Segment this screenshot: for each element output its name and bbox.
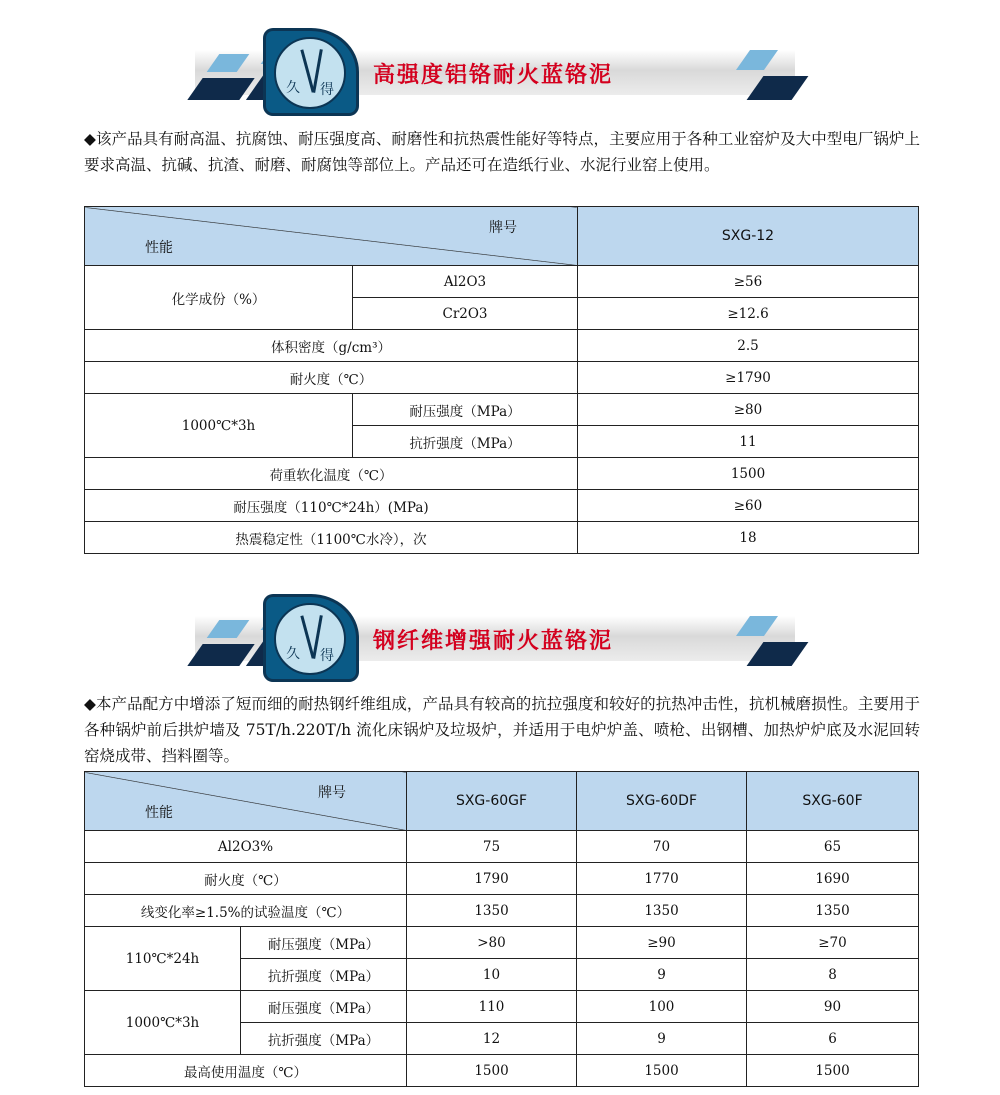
row-sublabel: 抗折强度（MPa） (353, 426, 578, 458)
header-property: 性能 (145, 805, 173, 821)
header-model: SXG-60F (747, 772, 919, 831)
row-value: 1790 (407, 863, 577, 895)
row-value: 1500 (577, 1055, 747, 1087)
section1-banner (195, 28, 805, 118)
row-sublabel: 耐压强度（MPa） (241, 927, 407, 959)
section2-banner (195, 594, 805, 684)
company-logo (263, 28, 359, 116)
row-label: 耐火度（℃） (85, 362, 578, 394)
logo-ring (274, 37, 346, 109)
table-row (85, 1055, 919, 1087)
header-diagonal-cell (85, 772, 407, 831)
row-label: 1000℃*3h (85, 991, 241, 1055)
row-value: 1500 (747, 1055, 919, 1087)
section1-intro: ◆该产品具有耐高温、抗腐蚀、耐压强度高、耐磨性和抗热震性能好等特点，主要应用于各种工业窑炉及大中型电厂锅炉上要求高温、抗碱、抗渣、耐磨、耐腐蚀等部位上。产品还可在造纸行业、水泥行业窑上使用。 (84, 130, 920, 174)
row-value: 65 (747, 831, 919, 863)
row-value: ≥60 (578, 490, 919, 522)
row-value: ≥70 (747, 927, 919, 959)
row-value: 1350 (407, 895, 577, 927)
row-value: 110 (407, 991, 577, 1023)
row-label: 耐火度（℃） (85, 863, 407, 895)
row-label: Al2O3% (85, 831, 407, 863)
section2-title: 钢纤维增强耐火蓝铬泥 (373, 629, 614, 654)
table-row (85, 927, 919, 959)
header-model: SXG-60DF (577, 772, 747, 831)
header-brand: 牌号 (489, 220, 517, 236)
row-label: 荷重软化温度（℃） (85, 458, 578, 490)
row-value: 6 (747, 1023, 919, 1055)
table-row (85, 991, 919, 1023)
row-value: 10 (407, 959, 577, 991)
row-label: 化学成份（%） (85, 266, 353, 330)
row-value: 1500 (407, 1055, 577, 1087)
row-value: 12 (407, 1023, 577, 1055)
section1-title: 高强度铝铬耐火蓝铬泥 (373, 63, 614, 88)
table-row (85, 522, 919, 554)
row-sublabel: 抗折强度（MPa） (241, 1023, 407, 1055)
table-row (85, 490, 919, 522)
row-label: 最高使用温度（℃） (85, 1055, 407, 1087)
table-row (85, 458, 919, 490)
row-value: 18 (578, 522, 919, 554)
row-sublabel: 耐压强度（MPa） (353, 394, 578, 426)
row-value: 9 (577, 1023, 747, 1055)
logo-char-left: 久 (286, 646, 300, 662)
row-sublabel: 耐压强度（MPa） (241, 991, 407, 1023)
row-label: 110℃*24h (85, 927, 241, 991)
row-value: 70 (577, 831, 747, 863)
header-model: SXG-12 (578, 207, 919, 266)
row-label: 热震稳定性（1100℃水冷），次 (85, 522, 578, 554)
row-value: 11 (578, 426, 919, 458)
table-row (85, 895, 919, 927)
header-model: SXG-60GF (407, 772, 577, 831)
header-diagonal-cell (85, 207, 578, 266)
row-value: >80 (407, 927, 577, 959)
table-row (85, 831, 919, 863)
table-row (85, 266, 919, 298)
row-value: 1770 (577, 863, 747, 895)
row-value: ≥80 (578, 394, 919, 426)
table-row (85, 394, 919, 426)
row-value: ≥56 (578, 266, 919, 298)
logo-char-right: 得 (320, 648, 334, 664)
row-value: 1500 (578, 458, 919, 490)
table-row (85, 362, 919, 394)
row-sublabel: Cr2O3 (353, 298, 578, 330)
row-value: 1350 (747, 895, 919, 927)
row-value: ≥1790 (578, 362, 919, 394)
row-label: 耐压强度（110℃*24h）(MPa) (85, 490, 578, 522)
row-sublabel: Al2O3 (353, 266, 578, 298)
row-value: 1350 (577, 895, 747, 927)
header-brand: 牌号 (318, 785, 346, 801)
row-label: 线变化率≥1.5%的试验温度（℃） (85, 895, 407, 927)
logo-char-right: 得 (320, 82, 334, 98)
logo-ring (274, 603, 346, 675)
row-value: 9 (577, 959, 747, 991)
row-label: 体积密度（g/cm³） (85, 330, 578, 362)
row-value: ≥12.6 (578, 298, 919, 330)
row-value: 75 (407, 831, 577, 863)
row-value: 90 (747, 991, 919, 1023)
row-value: 1690 (747, 863, 919, 895)
logo-char-left: 久 (286, 80, 300, 96)
row-value: 2.5 (578, 330, 919, 362)
table-row (85, 330, 919, 362)
section2-intro: ◆本产品配方中增添了短而细的耐热钢纤维组成，产品具有较高的抗拉强度和较好的抗热冲击性，抗机械磨损性。主要用于各种锅炉前后拱炉墙及 75T/h.220T/h 流化床锅炉及垃圾炉，并适用于电炉炉盖、喷枪、出钢槽、加热炉炉底及水泥回转窑烧成带、挡料圈等。 (84, 695, 920, 765)
table-row (85, 863, 919, 895)
company-logo (263, 594, 359, 682)
section1-table (84, 206, 919, 554)
section2-table (84, 771, 919, 1087)
header-property: 性能 (145, 240, 173, 256)
row-value: ≥90 (577, 927, 747, 959)
row-value: 8 (747, 959, 919, 991)
row-sublabel: 抗折强度（MPa） (241, 959, 407, 991)
row-value: 100 (577, 991, 747, 1023)
row-label: 1000℃*3h (85, 394, 353, 458)
